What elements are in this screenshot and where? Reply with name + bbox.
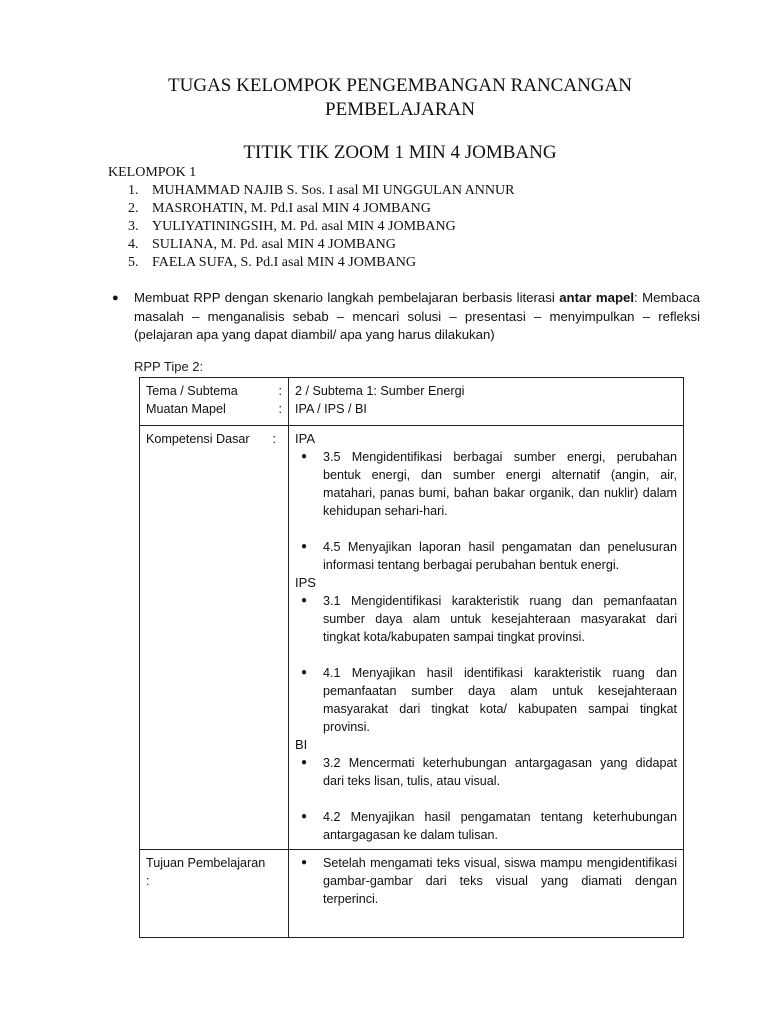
list-item bbox=[295, 854, 677, 908]
title-line-2: PEMBELAJARAN bbox=[325, 99, 475, 120]
member-number: 3. bbox=[128, 219, 139, 234]
member-list bbox=[108, 182, 514, 272]
section-heading-bi: BI bbox=[295, 737, 308, 752]
competency-item: 4.2 Menyajikan hasil pengamatan tentang keterhubungan antargagasan ke dalam tulisan. bbox=[323, 810, 677, 842]
colon: : bbox=[278, 384, 282, 398]
competency-label: Kompetensi Dasar bbox=[146, 432, 250, 446]
member-name: FAELA SUFA, S. Pd.I asal MIN 4 JOMBANG bbox=[152, 255, 416, 270]
colon: : bbox=[272, 432, 276, 446]
section-heading-ips: IPS bbox=[295, 575, 316, 590]
member-item bbox=[108, 182, 514, 200]
competency-item: 3.5 Mengidentifikasi berbagai sumber energi, perubahan bentuk energi, dan sumber energi alternatif (angin, air, matahari, panas bumi, bahan bakar organik, dan nuklir) dalam kehidupan sehari-hari. bbox=[323, 450, 677, 518]
bullet-icon: ● bbox=[301, 595, 308, 606]
bullet-icon: ● bbox=[301, 667, 308, 678]
colon: : bbox=[278, 402, 282, 416]
bullet-icon: ● bbox=[301, 857, 308, 868]
theme-value-cell bbox=[289, 378, 684, 426]
list-item bbox=[295, 808, 677, 844]
document-subtitle: TITIK TIK ZOOM 1 MIN 4 JOMBANG bbox=[243, 142, 557, 163]
member-item bbox=[108, 200, 514, 218]
rpp-table bbox=[139, 377, 684, 938]
table-row-theme bbox=[140, 378, 684, 426]
activity-bullet bbox=[112, 289, 700, 345]
competency-item: 4.1 Menyajikan hasil identifikasi karakteristik ruang dan pemanfaatan sumber daya alam untuk kesejahteraan masyarakat dari tingkat kota/ kabupaten sampai tingkat provinsi. bbox=[323, 666, 677, 734]
member-number: 4. bbox=[128, 237, 139, 252]
member-number: 2. bbox=[128, 201, 139, 216]
bullet-icon: ● bbox=[301, 757, 308, 768]
bullet-icon: ● bbox=[301, 451, 308, 462]
member-number: 5. bbox=[128, 255, 139, 270]
table-row-competency bbox=[140, 426, 684, 850]
list-item bbox=[295, 448, 677, 520]
objective-value-cell bbox=[289, 850, 684, 938]
member-number: 1. bbox=[128, 183, 139, 198]
section-heading-ipa: IPA bbox=[295, 431, 315, 446]
subject-label: Muatan Mapel bbox=[146, 402, 226, 416]
theme-label: Tema / Subtema bbox=[146, 384, 238, 398]
member-name: MUHAMMAD NAJIB S. Sos. I asal MI UNGGULAN ANNUR bbox=[152, 183, 515, 198]
theme-value: 2 / Subtema 1: Sumber Energi bbox=[295, 384, 465, 398]
objective-label: Tujuan Pembelajaran bbox=[146, 856, 266, 870]
member-name: MASROHATIN, M. Pd.I asal MIN 4 JOMBANG bbox=[152, 201, 431, 216]
group-label: KELOMPOK 1 bbox=[108, 165, 197, 180]
rpp-type-label: RPP Tipe 2: bbox=[134, 359, 204, 374]
competency-value-cell bbox=[289, 426, 684, 850]
list-item bbox=[295, 538, 677, 574]
document-title bbox=[120, 74, 680, 122]
member-item bbox=[108, 254, 514, 272]
activity-text bbox=[134, 289, 700, 345]
activity-bold-term: antar mapel bbox=[559, 290, 634, 305]
member-item bbox=[108, 236, 514, 254]
title-line-1: TUGAS KELOMPOK PENGEMBANGAN RANCANGAN bbox=[168, 75, 632, 96]
colon: : bbox=[146, 874, 150, 888]
list-item bbox=[295, 592, 677, 646]
subject-value: IPA / IPS / BI bbox=[295, 402, 367, 416]
activity-text-start: Membuat RPP dengan skenario langkah pembelajaran berbasis literasi bbox=[134, 290, 560, 305]
member-item bbox=[108, 218, 514, 236]
competency-item: 4.5 Menyajikan laporan hasil pengamatan dan penelusuran informasi tentang berbagai perubahan bentuk energi. bbox=[323, 540, 677, 572]
list-item bbox=[295, 664, 677, 736]
objective-label-cell bbox=[140, 850, 289, 938]
table-row-objective bbox=[140, 850, 684, 938]
bullet-icon: ● bbox=[301, 811, 308, 822]
objective-item: Setelah mengamati teks visual, siswa mampu mengidentifikasi gambar-gambar dari teks visual yang diamati dengan terperinci. bbox=[323, 856, 677, 906]
member-name: SULIANA, M. Pd. asal MIN 4 JOMBANG bbox=[152, 237, 396, 252]
competency-label-cell bbox=[140, 426, 289, 850]
bullet-icon: ● bbox=[112, 292, 119, 304]
theme-label-cell bbox=[140, 378, 289, 426]
activity-text-end: : Membaca masalah – menganalisis sebab – mencari solusi – presentasi – menyimpulkan – refleksi (pelajaran apa yang dapat diambil/ apa yang harus dilakukan) bbox=[134, 290, 700, 342]
list-item bbox=[295, 754, 677, 790]
bullet-icon: ● bbox=[301, 541, 308, 552]
competency-item: 3.2 Mencermati keterhubungan antargagasan yang didapat dari teks lisan, tulis, atau visual. bbox=[323, 756, 677, 788]
competency-item: 3.1 Mengidentifikasi karakteristik ruang dan pemanfaatan sumber daya alam untuk kesejahteraan masyarakat dari tingkat kota/kabupaten sampai tingkat provinsi. bbox=[323, 594, 677, 644]
member-name: YULIYATININGSIH, M. Pd. asal MIN 4 JOMBANG bbox=[152, 219, 456, 234]
